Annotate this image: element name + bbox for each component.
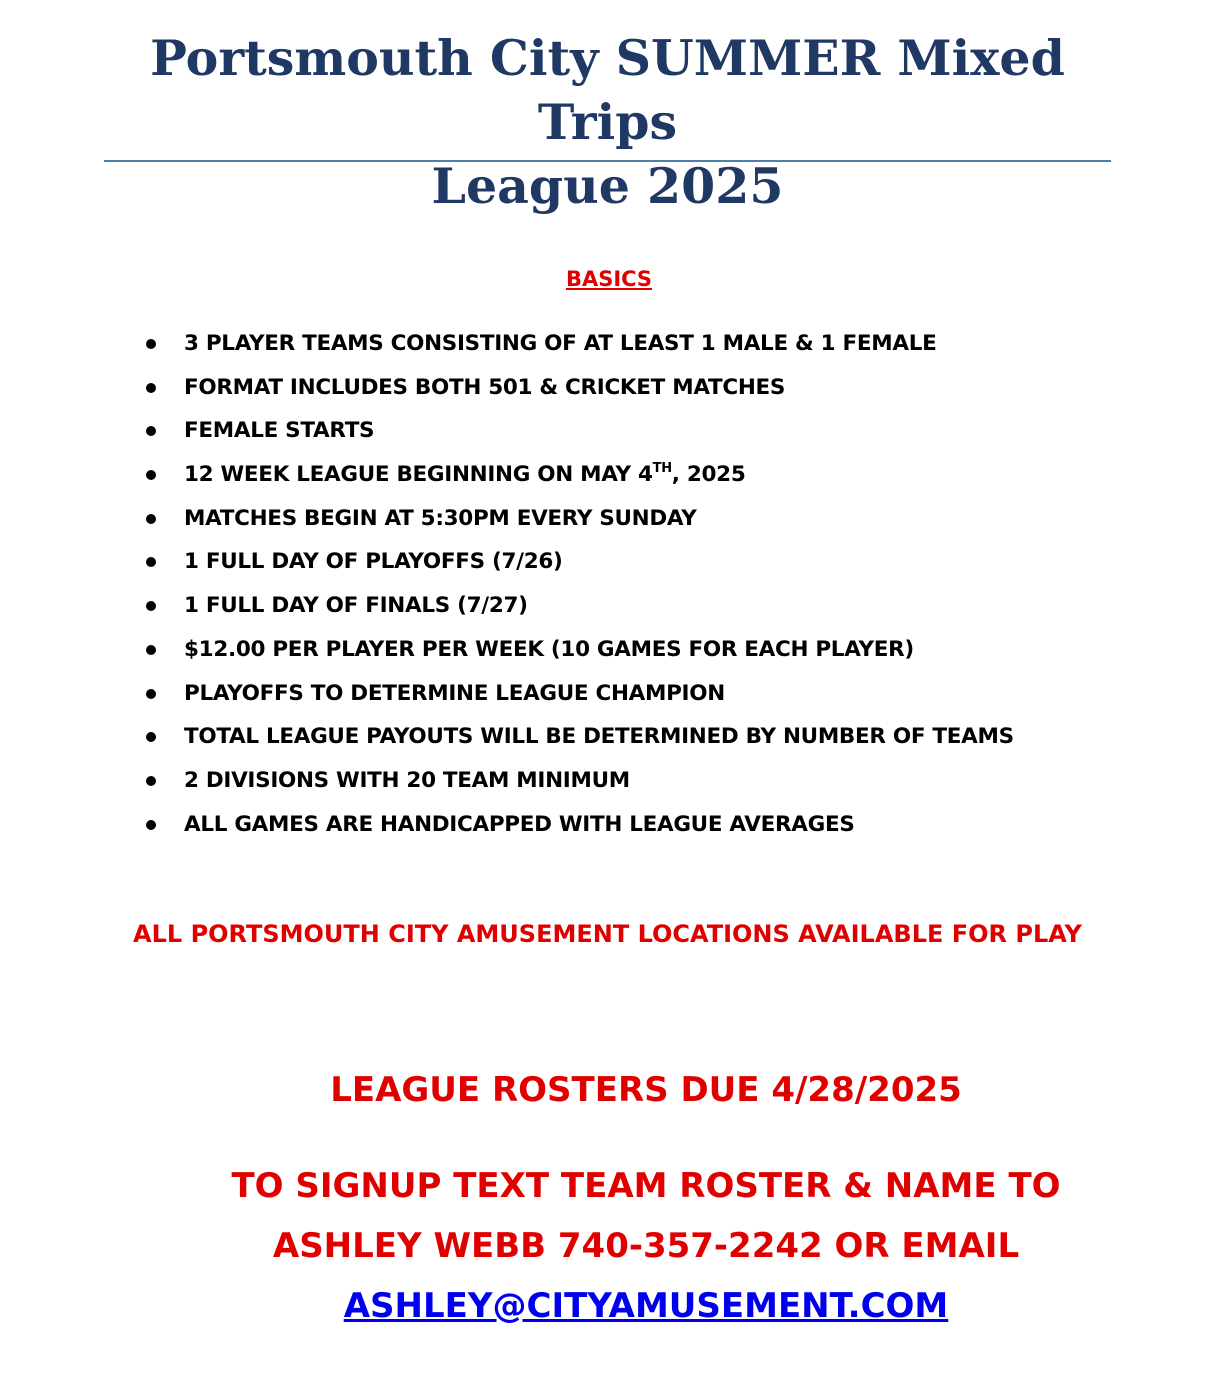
list-item (140, 803, 1180, 847)
list-item (140, 759, 1180, 803)
bullet-icon (146, 732, 156, 742)
bullet-icon (146, 470, 156, 480)
bullet-icon (146, 689, 156, 699)
list-item-text: $12.00 PER PLAYER PER WEEK (10 GAMES FOR EACH PLAYER) (184, 636, 914, 662)
list-item (140, 628, 1180, 672)
list-item (140, 540, 1180, 584)
list-item (140, 453, 1180, 497)
document-title (104, 26, 1111, 218)
bullet-icon (146, 776, 156, 786)
list-item (140, 497, 1180, 541)
list-item-text: FEMALE STARTS (184, 418, 375, 444)
list-item-text: MATCHES BEGIN AT 5:30PM EVERY SUNDAY (184, 505, 697, 531)
list-item (140, 366, 1180, 410)
title-divider (104, 160, 1111, 162)
list-item (140, 584, 1180, 628)
signup-line-3 (200, 1276, 1092, 1336)
list-item-text: 1 FULL DAY OF FINALS (7/27) (184, 593, 528, 619)
list-item (140, 409, 1180, 453)
basics-heading: BASICS (565, 267, 653, 291)
bullet-icon (146, 383, 156, 393)
bullet-icon (146, 426, 156, 436)
bullet-icon (146, 820, 156, 830)
rosters-due-notice: LEAGUE ROSTERS DUE 4/28/2025 (330, 1070, 962, 1110)
list-item-suffix: , 2025 (671, 462, 746, 488)
title-line-1: Portsmouth City SUMMER Mixed Trips (150, 29, 1065, 151)
signup-line-1: TO SIGNUP TEXT TEAM ROSTER & NAME TO (231, 1166, 1061, 1206)
bullet-icon (146, 514, 156, 524)
bullet-icon (146, 601, 156, 611)
signup-line-2: ASHLEY WEBB 740-357-2242 OR EMAIL (272, 1226, 1020, 1266)
list-item-text: 12 WEEK LEAGUE BEGINNING ON MAY 4 (184, 462, 653, 488)
email-link[interactable]: ASHLEY@CITYAMUSEMENT.COM (343, 1286, 949, 1326)
basics-list (140, 322, 1180, 846)
list-item-text: TOTAL LEAGUE PAYOUTS WILL BE DETERMINED BY NUMBER OF TEAMS (184, 724, 1014, 750)
signup-instructions (200, 1156, 1092, 1336)
list-item (140, 715, 1180, 759)
list-item-text: FORMAT INCLUDES BOTH 501 & CRICKET MATCHES (184, 374, 786, 400)
title-line-2: League 2025 (431, 157, 784, 215)
list-item-text: 3 PLAYER TEAMS CONSISTING OF AT LEAST 1 MALE & 1 FEMALE (184, 331, 937, 356)
ordinal-superscript: TH (652, 461, 672, 477)
list-item (140, 672, 1180, 716)
bullet-icon (146, 557, 156, 567)
bullet-icon (146, 339, 156, 349)
bullet-icon (146, 645, 156, 655)
list-item (140, 322, 1180, 366)
list-item-text: 1 FULL DAY OF PLAYOFFS (7/26) (184, 549, 563, 575)
list-item-text: PLAYOFFS TO DETERMINE LEAGUE CHAMPION (184, 680, 725, 706)
list-item-text: ALL GAMES ARE HANDICAPPED WITH LEAGUE AVERAGES (184, 811, 855, 837)
list-item-text: 2 DIVISIONS WITH 20 TEAM MINIMUM (184, 767, 630, 793)
locations-notice: ALL PORTSMOUTH CITY AMUSEMENT LOCATIONS AVAILABLE FOR PLAY (133, 920, 1082, 948)
